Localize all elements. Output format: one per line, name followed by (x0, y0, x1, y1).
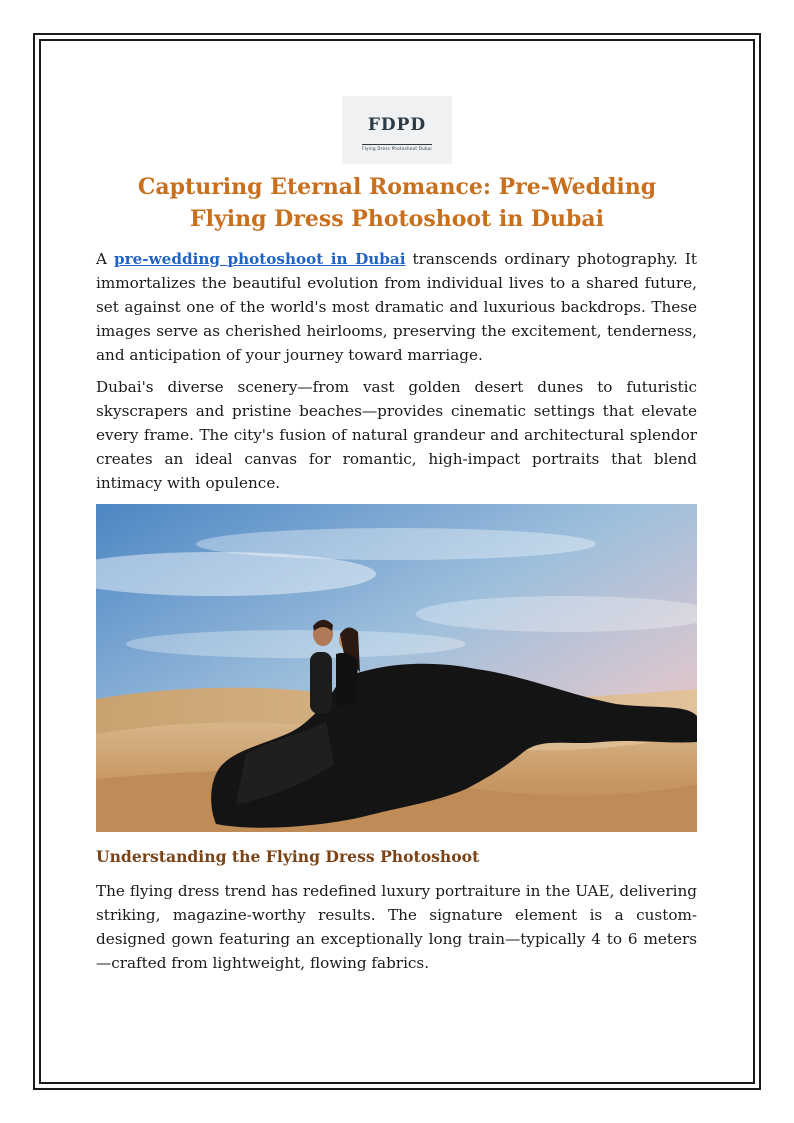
logo (342, 96, 452, 164)
pre-wedding-photoshoot-link[interactable]: pre-wedding photoshoot in Dubai (114, 250, 406, 268)
logo-text: FDPD (367, 115, 427, 135)
section-heading: Understanding the Flying Dress Photoshoot (96, 847, 480, 866)
page-title: Capturing Eternal Romance: Pre-Wedding Flying Dress Photoshoot in Dubai (137, 174, 657, 232)
couple-desert-photo (96, 504, 697, 832)
section-paragraph: The flying dress trend has redefined luxury portraiture in the UAE, delivering striking, magazine-worthy results. The signature element is a custom-designed gown featuring an exceptionally long train—typically 4 to 6 meters—crafted from lightweight, flowing fabrics. (96, 882, 697, 972)
intro-lead: A (96, 250, 114, 268)
intro-body: transcends ordinary photography. It immortalizes the beautiful evolution from individual lives to a shared future, set against one of the world's most dramatic and luxurious backdrops. These images serve as cherished heirlooms, preserving the excitement, tenderness, and anticipation of your journey toward marriage. (96, 250, 697, 364)
logo-tagline: Flying Dress Photoshoot Dubai (362, 146, 432, 151)
intro-paragraph (96, 247, 697, 367)
scenery-paragraph: Dubai's diverse scenery—from vast golden desert dunes to futuristic skyscrapers and pristine beaches—provides cinematic settings that elevate every frame. The city's fusion of natural grandeur and architectural splendor creates an ideal canvas for romantic, high-impact portraits that blend intimacy with opulence. (96, 378, 697, 492)
